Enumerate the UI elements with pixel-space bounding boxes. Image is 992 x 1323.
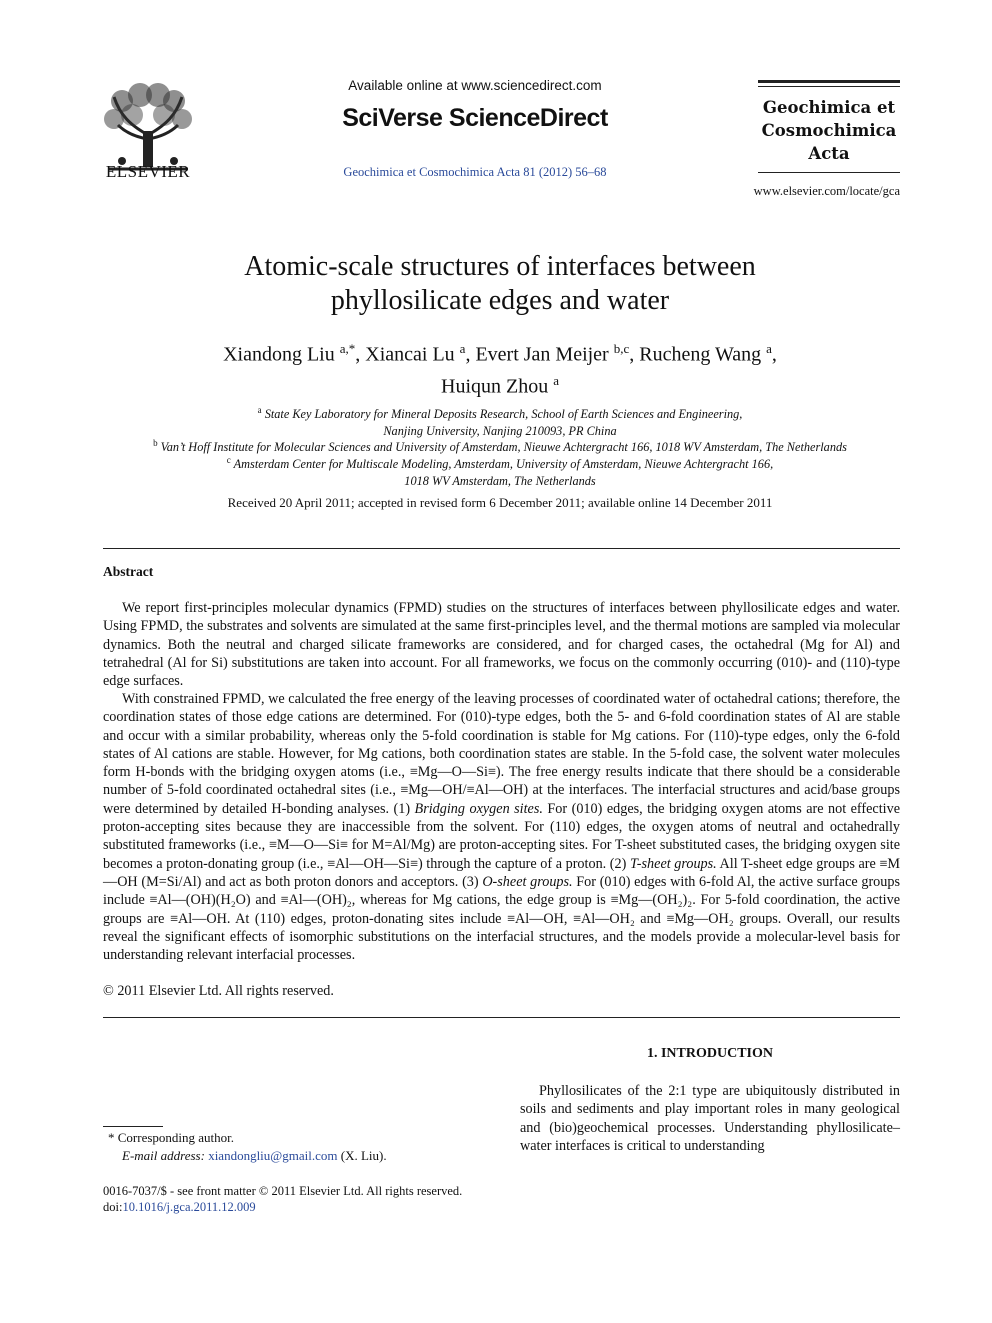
abstract-italic-run: O-sheet groups.	[482, 873, 573, 890]
author-separator: ,	[629, 343, 640, 366]
publisher-name: ELSEVIER	[105, 162, 191, 181]
abstract-heading: Abstract	[103, 564, 154, 579]
journal-reference-link[interactable]: Geochimica et Cosmochimica Acta 81 (2012) 56–68	[343, 165, 607, 179]
abstract-paragraph-2	[103, 690, 900, 964]
author-list	[110, 336, 890, 399]
affiliation-marker: b	[153, 438, 158, 448]
affiliation-c	[100, 452, 900, 489]
journal-url[interactable]: www.elsevier.com/locate/gca	[753, 184, 900, 198]
corresponding-author-note: * Corresponding author.	[108, 1130, 235, 1145]
title-line: Atomic-scale structures of interfaces between	[244, 251, 756, 282]
email-label: E-mail address:	[122, 1148, 205, 1163]
affiliation-text: Van’t Hoff Institute for Molecular Sciences and University of Amsterdam, Nieuwe Achtergracht 166, 1018 WV Amsterdam, The Netherlands	[160, 440, 847, 455]
email-footnote	[122, 1148, 387, 1164]
author-affiliation-marker: a	[459, 341, 466, 356]
abstract-italic-run: Bridging oxygen sites.	[414, 800, 543, 817]
affiliation-text: Nanjing University, Nanjing 210093, PR China	[383, 423, 617, 438]
copyright-notice: © 2011 Elsevier Ltd. All rights reserved.	[103, 983, 334, 999]
affiliation-marker: c	[226, 455, 231, 465]
journal-title-line: Acta	[808, 144, 850, 163]
affiliation-text: State Key Laboratory for Mineral Deposits Research, School of Earth Sciences and Engineering,	[264, 407, 743, 422]
abstract-text-run: All T-sheet edge groups are ≡M—OH (M=Si/Al) and act as both proton donors and acceptors. (3)	[103, 855, 901, 890]
email-link[interactable]: xiandongliu@gmail.com	[208, 1148, 338, 1163]
author-name: Xiandong Liu	[223, 343, 340, 366]
doi-line	[103, 1200, 256, 1215]
affiliation-a	[100, 402, 900, 439]
author-affiliation-marker: b,c	[613, 341, 630, 356]
section-divider	[103, 1017, 900, 1018]
email-suffix: (X. Liu).	[337, 1148, 387, 1163]
author-name: Xiancai Lu	[365, 343, 460, 366]
issn-line: 0016-7037/$ - see front matter © 2011 Elsevier Ltd. All rights reserved.	[103, 1184, 463, 1198]
affiliation-text: Amsterdam Center for Multiscale Modeling, Amsterdam, University of Amsterdam, Nieuwe Achtergracht 166,	[233, 457, 774, 472]
journal-rule	[758, 80, 900, 83]
abstract-text-run: For (010) edges with 6-fold Al, the active surface groups include ≡Al—(OH)(H₂O) and ≡Al—(OH)₂, whereas for Mg cations, the edge group is ≡Mg—(OH₂)₂. For 5-fold coordination, the active groups are ≡Al—OH. At (110) edges, proton-donating sites include ≡Al—OH, ≡Al—OH₂ and ≡Mg—OH₂ groups. Overall, our results reveal the significant effects of isomorphic substitutions on the interfacial structures, and the models provide a molecular-level basis for understanding relevant interfacial processes.	[103, 873, 900, 964]
author-affiliation-marker: a	[766, 341, 772, 356]
affiliation-marker: a	[257, 405, 262, 415]
article-title	[150, 250, 850, 318]
platform-brand: SciVerse ScienceDirect	[342, 104, 608, 132]
available-online-text: Available online at www.sciencedirect.com	[348, 78, 602, 93]
author-affiliation-marker: a	[553, 372, 559, 388]
journal-rule	[758, 86, 900, 87]
abstract-text-run: With constrained FPMD, we calculated the free energy of the leaving processes of coordinated water of octahedral cations; therefore, the coordination states of those edge cations are determined. For (010)-type edges, both the 5- and 6-fold coordination states of Al are stable and occur with a similar probability, whereas only the 5-fold coordination is stable for Mg cations. For (110)-type edges, only the 6-fold states of Al cations are stable. However, for Mg cations, both coordination states are stable. In the 5-fold case, the solvent water molecules form H-bonds with the bridging oxygen atoms (i.e., ≡Mg—O—Si≡). The free energy results indicate that there should be a considerable number of 5-fold coordinated octahedral sites (i.e., ≡Mg—OH/≡Al—OH) at the interfaces. The interfacial structures and acid/base groups were determined by detailed H-bonding analyses. (1)	[103, 691, 900, 817]
section-divider	[103, 548, 900, 549]
author-separator: ,	[355, 343, 366, 366]
journal-rule	[758, 172, 900, 173]
journal-title	[750, 96, 908, 165]
author-name: Huiqun Zhou	[441, 375, 554, 398]
introduction-heading: 1. INTRODUCTION	[646, 1046, 773, 1061]
doi-link[interactable]: 10.1016/j.gca.2011.12.009	[122, 1200, 256, 1214]
author-separator: ,	[465, 343, 476, 366]
title-line: phyllosilicate edges and water	[330, 285, 670, 316]
received-dates: Received 20 April 2011; accepted in revised form 6 December 2011; available online 14 December 2011	[227, 495, 773, 510]
affiliation-text: 1018 WV Amsterdam, The Netherlands	[404, 473, 596, 488]
journal-title-line: Geochimica et	[762, 98, 896, 117]
abstract-italic-run: T-sheet groups.	[629, 855, 717, 872]
introduction-text: Phyllosilicates of the 2:1 type are ubiquitously distributed in soils and sediments and play important roles in many geological and (bio)geochemical processes. Understanding phyllosilicate–water interfaces is critical to understanding	[520, 1083, 900, 1154]
doi-prefix: doi:	[103, 1200, 123, 1214]
author-separator: ,	[771, 343, 777, 366]
abstract-paragraph-1: We report first-principles molecular dynamics (FPMD) studies on the structures of interfaces between phyllosilicate edges and water. Using FPMD, the substrates and solvents are simulated at the same first-principles level, and the thermal motions are sampled via molecular dynamics. Both the neutral and charged silicate frameworks are considered, and for charged cases, the octahedral (Mg for Al) and tetrahedral (Al for Si) substitutions are taken into account. For all frameworks, we focus on the commonly occurring (010)- and (110)-type edge surfaces.	[103, 600, 900, 690]
author-name: Evert Jan Meijer	[475, 343, 614, 366]
author-affiliation-marker: a,*	[339, 341, 356, 356]
author-line	[110, 368, 890, 400]
journal-title-line: Cosmochimica	[761, 121, 897, 140]
footnote-rule	[103, 1126, 163, 1127]
author-name: Rucheng Wang	[639, 343, 767, 366]
abstract-text-run: For (010) edges, the bridging oxygen atoms are not effective proton-accepting sites because they are inaccessible from the solvent. For (110) edges, the oxygen atoms of neutral and octahedrally substituted frameworks (i.e., ≡M—O—Si≡ for M=Al/Mg) are proton-accepting sites. For T-sheet substituted cases, the bridging oxygen site becomes a proton-donating group (i.e., ≡Al—OH—Si≡) through the capture of a proton. (2)	[103, 800, 900, 872]
author-line	[110, 336, 890, 368]
